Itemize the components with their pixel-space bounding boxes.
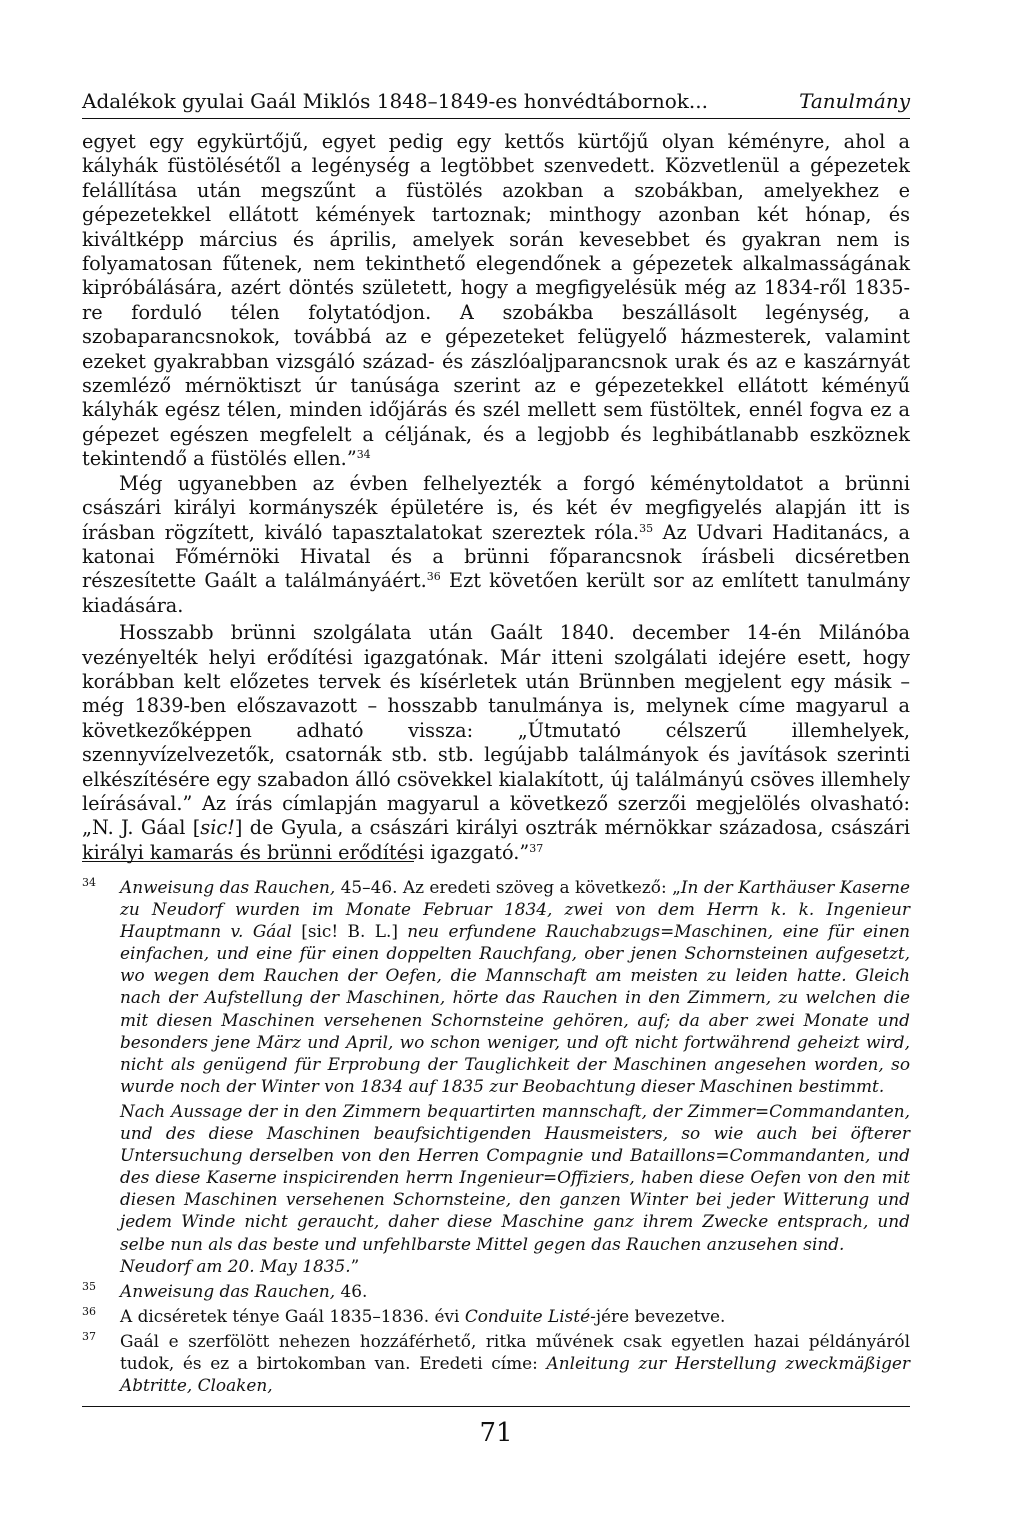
footnote-34 [82, 876, 910, 1097]
page [82, 0, 910, 1525]
footnote-ref-37[interactable]: 37 [529, 841, 544, 855]
footnote-36-text-b: -jére bevezetve. [590, 1305, 726, 1326]
footnote-37-text: Gaál e szerfölött nehezen hozzáférhető, ritka művének csak egyetlen hazai példányáról tudok, és ez a birtokomban van. Eredeti címe: [120, 1330, 910, 1373]
footnote-37 [82, 1330, 910, 1396]
footnote-37-title: Anleitung zur Herstellung zweckmäßiger Abtritte, Cloaken, [120, 1352, 910, 1396]
paragraph-1 [82, 130, 910, 472]
main-text [82, 130, 910, 865]
footnotes [82, 876, 910, 1396]
footnote-34-quote-a: In der Karthäuser Kaserne zu Neudorf wurden im Monate Februar 1834, zwei von dem Herrn k. k. Ingenieur Hauptmann v. Gáal [120, 877, 911, 942]
footnote-34-quote-b: neu erfundene Rauchabzugs=Maschinen, eine für einen einfachen, und eine für einen doppelten Rauchfang, ober jenen Schornsteinen aufgesetzt, wo wegen dem Rauchen der Oefen, die Mannschaft am meisten zu leiden hatte. Gleich nach der Aufstellung der Maschinen, hörte das Rauchen in den Zimmern, zu welchen die mit diesen Maschinen versehenen Schornsteine gehören, auf; da aber zwei Monate und besonders jene März und April, wo schon weniger, und oft nicht fortwährend geheizt wird, nicht als genügend für Erprobung der Tauglichkeit der Maschinen angesehen worden, so wurde noch der Winter von 1834 auf 1835 zur Beobachtung dieser Maschinen bestimmt. [120, 921, 910, 1096]
paragraph-2 [82, 472, 910, 618]
paragraph-1-text: egyet egy egykürtőjű, egyet pedig egy kettős kürtőjű olyan kéményre, ahol a kályhák füstölésétől a legénység a legtöbbet szenvedett. Közvetlenül a gépezetek felállítása után megszűnt a füstölés azokban a szobákban, amelyekhez e gépezetekkel ellátott kémények tartoznak; minthogy azonban két hónap, és kiváltképp március és április, amelyek során kevesebbet és gyakran nem is folyamatosan fűtenek, nem tekinthető elegendőnek a gépezetek alkalmasságának kipróbálására, azért döntés született, hogy a megfigyelésük még az 1834-ről 1835-re forduló télen folytatódjon. A szobákba beszállásolt legénység, a szobaparancsnokok, továbbá az e gépezeteket felügyelő házmesterek, valamint ezeket gyakrabban vizsgáló század- és zászlóaljparancsnok urak és az e kaszárnyát szemléző mérnöktiszt úr tanúsága szerint az e gépezetekkel ellátott kéményű kályhák egész télen, minden időjárás és szél mellett sem füstöltek, ennél fogva ez a gépezet egészen megfelelt a céljának, és a legjobb és leghibátlanabb eszköznek tekintendő a füstölés ellen.” [82, 130, 910, 471]
header-title: Adalékok gyulai Gaál Miklós 1848–1849-es honvédtábornok... [82, 89, 708, 113]
footnote-34-sic: [sic! B. L.] [291, 921, 408, 942]
footnote-34-continuation [82, 1100, 910, 1255]
footnote-34-date: Neudorf am 20. May 1835. [120, 1255, 351, 1276]
footnote-37-number: 37 [82, 1329, 96, 1343]
page-number: 71 [479, 1418, 513, 1448]
footnote-36 [82, 1305, 910, 1327]
footnote-ref-34[interactable]: 34 [356, 448, 371, 462]
paragraph-3-text-b: ] de Gyula, a császári királyi osztrák mérnökkar századosa, császári királyi kamarás és brünni erődítési igazgató.” [82, 816, 910, 864]
footnote-35-number: 35 [82, 1279, 96, 1293]
footnote-35 [82, 1280, 910, 1302]
paragraph-3 [82, 621, 910, 865]
footnote-ref-35[interactable]: 35 [639, 521, 654, 535]
paragraph-3-text-a: Hosszabb brünni szolgálata után Gaált 1840. december 14-én Milánóba vezényelték helyi erődítési igazgatónak. Már itteni szolgálati idejére esett, hogy korábban kelt előzetes tervek és kísérletek után Brünnben megjelent egy másik – még 1839-ben előszavazott – hosszabb tanulmánya is, melynek címe magyarul a következőképpen adható vissza: „Útmutató célszerű illemhelyek, szennyvízelvezetők, csatornák stb. stb. legújabb találmányok és javítások szerinti elkészítésére egy szabadon álló csövekkel kialakított, új találmányú csöves illemhely leírásával.” Az írás címlapján magyarul a következő szerzői megjelölés olvasható: „N. J. Gáal [ [82, 621, 910, 840]
paragraph-2-text-b: Az Udvari Haditanács, a katonai Főmérnöki Hivatal és a brünni főparancsnok írásbeli dicséretben részesítette Gaált a találmányáért. [82, 520, 910, 593]
bottom-rule [82, 1406, 910, 1407]
footnote-36-number: 36 [82, 1304, 96, 1318]
footnote-36-text-a: A dicséretek ténye Gaál 1835–1836. évi [120, 1305, 465, 1326]
footnote-ref-36[interactable]: 36 [426, 570, 441, 584]
header-section: Tanulmány [799, 89, 910, 113]
sic-mark: sic! [200, 816, 235, 840]
footnote-36-title: Conduite Listé [464, 1305, 591, 1326]
footnote-34-number: 34 [82, 876, 96, 889]
paragraph-2-text-a: Még ugyanebben az évben felhelyezték a forgó kéménytoldatot a brünni császári királyi kormányszék épületére is, és két év megfigyelés alapján itt is írásban rögzített, kiváló tapasztalatokat szereztek róla. [82, 471, 910, 544]
running-header [82, 88, 910, 119]
footnote-34-quote-c: Nach Aussage der in den Zimmern bequartirten mannschaft, der Zimmer=Commandanten, und des diese Maschinen beaufsichtigenden Hausmeisters, so wie auch bei öfterer Untersuchung derselben von den Herren Compagnie und Bataillons=Commandanten, und des diese Kaserne inspicirenden herrn Ingenieur=Offiziers, haben diese Oefen von den mit diesen Maschinen versehenen Schornsteine, den ganzen Winter bei jeder Witterung und jedem Winde nicht geraucht, daher diese Maschine ganz ihrem Zwecke entsprach, und selbe nun als das beste und unfehlbarste Mittel gegen das Rauchen anzusehen sind. [120, 1100, 910, 1254]
paragraph-2-text-c: Ezt követően került sor az említett tanulmány kiadására. [82, 569, 911, 617]
footnote-35-pages: 46. [335, 1280, 368, 1301]
footnote-separator [82, 861, 414, 862]
footnote-35-source: Anweisung das Rauchen, [120, 1280, 336, 1301]
footnote-34-dateline [82, 1255, 910, 1277]
footnote-34-source: Anweisung das Rauchen, [120, 877, 336, 897]
footnote-34-close-quote: ” [350, 1255, 360, 1276]
footnote-34-intro: 45–46. Az eredeti szöveg a következő: „ [335, 877, 681, 897]
